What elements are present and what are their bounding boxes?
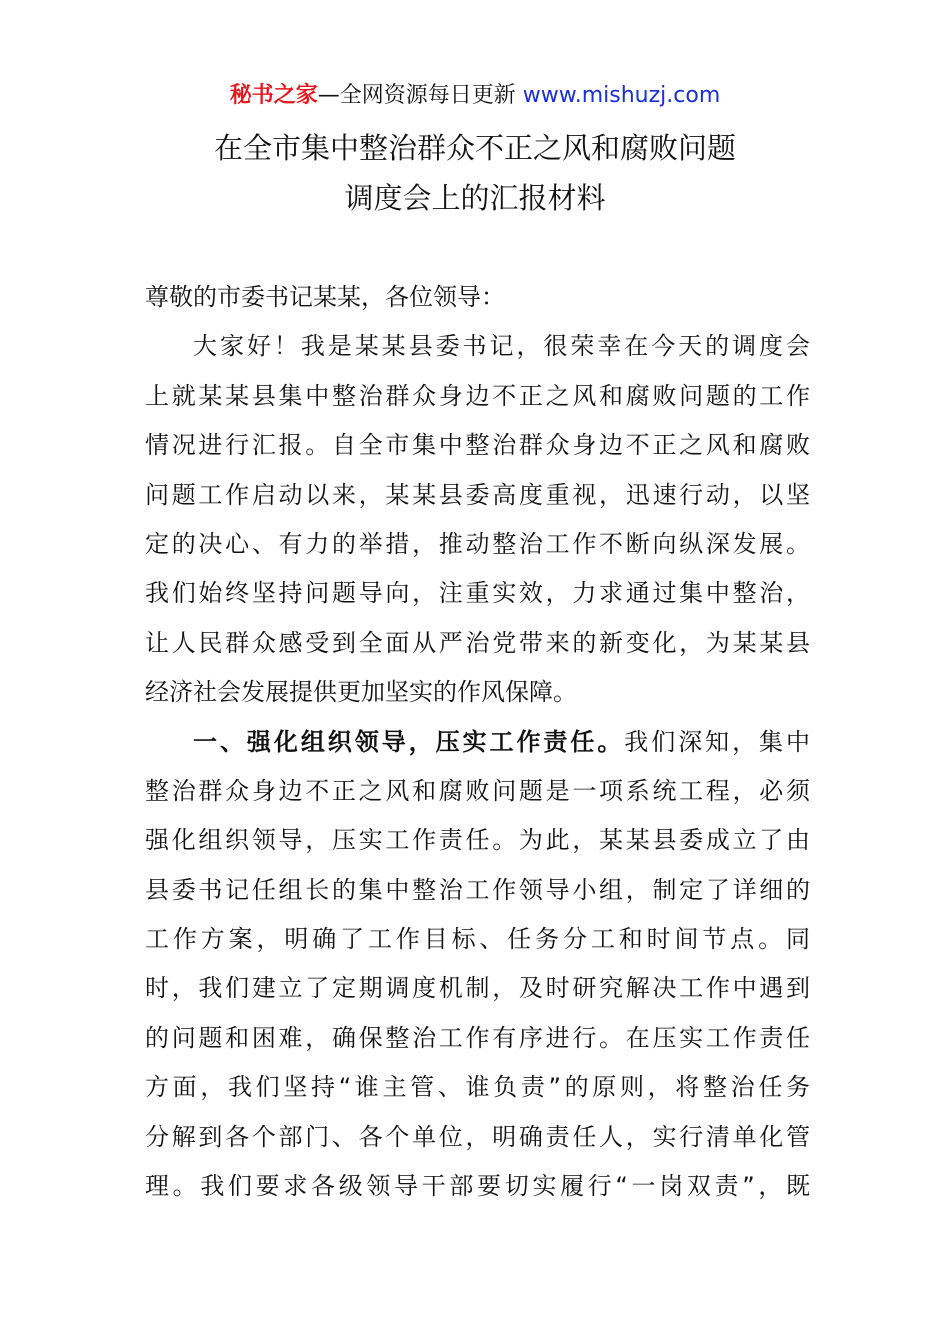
paragraph-line: 我们始终坚持问题导向，注重实效，力求通过集中整治， xyxy=(145,579,810,608)
paragraph-line: 分解到各个部门、各个单位，明确责任人，实行清单化管 xyxy=(145,1122,810,1151)
document-title-line-2: 调度会上的汇报材料 xyxy=(344,181,606,215)
header-tagline: —全网资源每日更新 xyxy=(317,83,516,108)
paragraph-line: 上就某某县集中整治群众身边不正之风和腐败问题的工作 xyxy=(145,381,810,410)
paragraph-line: 理。我们要求各级领导干部要切实履行“一岗双责”，既 xyxy=(145,1172,810,1201)
section-heading-line xyxy=(145,718,810,767)
paragraph-text: 我们深知，集中 xyxy=(624,727,810,756)
paragraph-line: 定的决心、有力的举措，推动整治工作不断向纵深发展。 xyxy=(145,529,810,558)
paragraph-line: 经济社会发展提供更加坚实的作风保障。 xyxy=(145,678,577,707)
paragraph-line: 时，我们建立了定期调度机制，及时研究解决工作中遇到 xyxy=(145,974,810,1003)
paragraph-line: 大家好！我是某某县委书记，很荣幸在今天的调度会 xyxy=(193,332,810,361)
document-title-line-1: 在全市集中整治群众不正之风和腐败问题 xyxy=(213,131,736,165)
paragraph-line: 问题工作启动以来，某某县委高度重视，迅速行动，以坚 xyxy=(145,480,810,509)
paragraph-line: 情况进行汇报。自全市集中整治群众身边不正之风和腐败 xyxy=(145,431,810,460)
paragraph-line: 工作方案，明确了工作目标、任务分工和时间节点。同 xyxy=(145,925,810,954)
salutation: 尊敬的市委书记某某，各位领导： xyxy=(145,283,505,311)
site-header xyxy=(0,80,950,112)
brand-name: 秘书之家 xyxy=(229,83,318,108)
paragraph-line: 让人民群众感受到全面从严治党带来的新变化，为某某县 xyxy=(145,628,810,657)
paragraph-line: 整治群众身边不正之风和腐败问题是一项系统工程，必须 xyxy=(145,776,810,805)
section-heading: 一、强化组织领导，压实工作责任。 xyxy=(193,727,625,756)
document-body xyxy=(145,273,810,1211)
paragraph-line: 县委书记任组长的集中整治工作领导小组，制定了详细的 xyxy=(145,875,810,904)
paragraph-line: 方面，我们坚持“谁主管、谁负责”的原则，将整治任务 xyxy=(145,1073,810,1102)
site-url-link[interactable]: www.mishuzj.com xyxy=(522,83,721,108)
paragraph-line: 强化组织领导，压实工作责任。为此，某某县委成立了由 xyxy=(145,826,810,855)
paragraph-line: 的问题和困难，确保整治工作有序进行。在压实工作责任 xyxy=(145,1023,810,1052)
